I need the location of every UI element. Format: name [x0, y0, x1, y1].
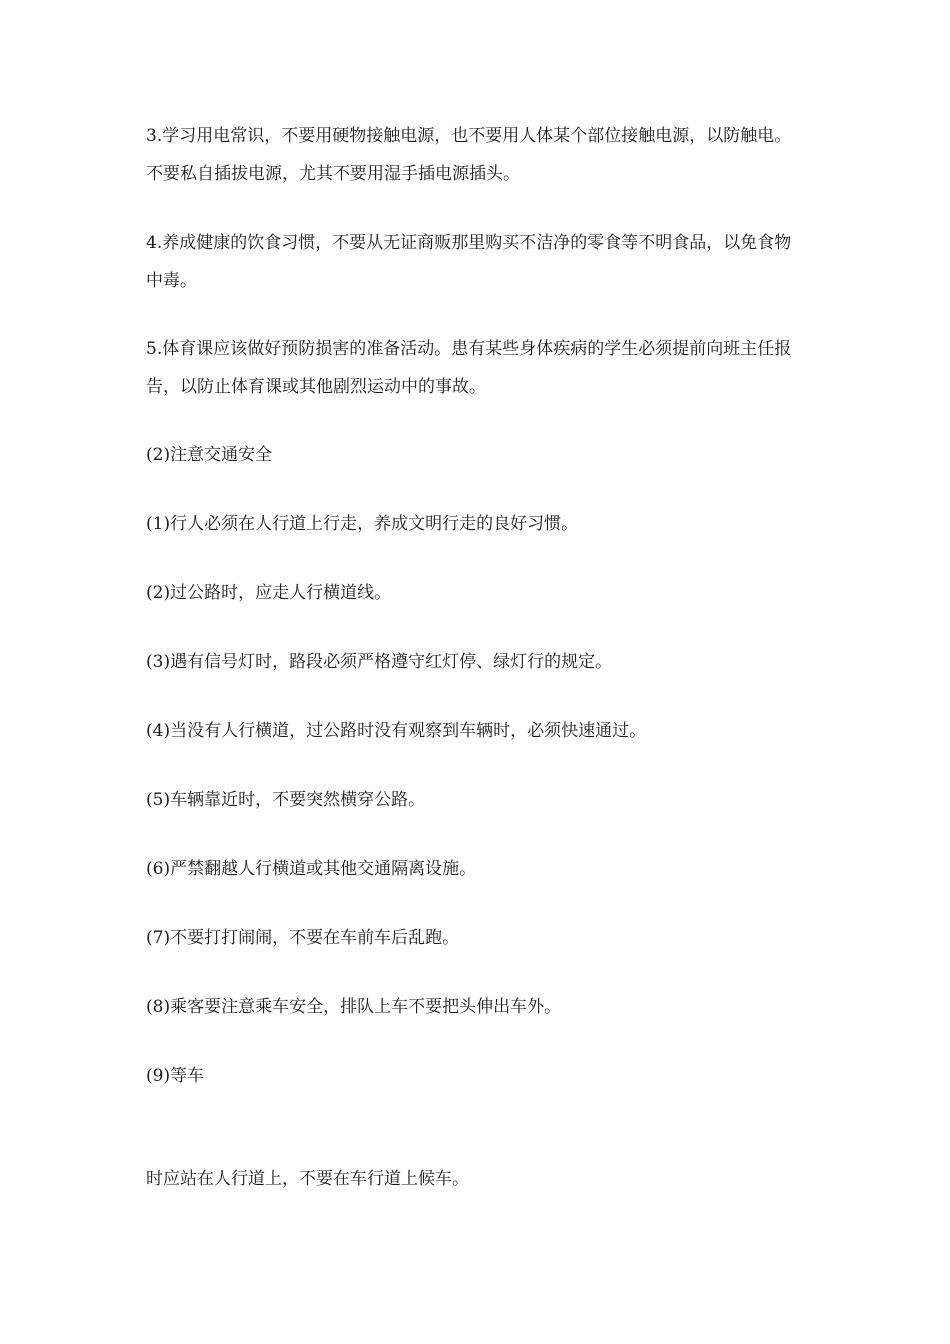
- list-item-traffic-3: (3)遇有信号灯时，路段必须严格遵守红灯停、绿灯行的规定。: [146, 652, 613, 672]
- paragraph-continuation: 时应站在人行道上，不要在车行道上候车。: [146, 1169, 469, 1189]
- list-item-traffic-7: (7)不要打打闹闹，不要在车前车后乱跑。: [146, 928, 460, 948]
- list-item-traffic-9: (9)等车: [146, 1066, 205, 1086]
- paragraph-electricity-safety: 3.学习用电常识，不要用硬物接触电源，也不要用人体某个部位接触电源，以防触电。不要私自插拔电源，尤其不要用湿手插电源插头。: [146, 126, 792, 184]
- list-item-traffic-6: (6)严禁翻越人行横道或其他交通隔离设施。: [146, 859, 477, 879]
- list-item-traffic-4: (4)当没有人行横道，过公路时没有观察到车辆时，必须快速通过。: [146, 721, 647, 741]
- list-item-traffic-5: (5)车辆靠近时，不要突然横穿公路。: [146, 790, 426, 810]
- paragraph-food-safety: 4.养成健康的饮食习惯，不要从无证商贩那里购买不洁净的零食等不明食品，以免食物中毒。: [146, 233, 792, 291]
- section-heading-traffic-safety: (2)注意交通安全: [146, 445, 273, 465]
- paragraph-sports-safety: 5.体育课应该做好预防损害的准备活动。患有某些身体疾病的学生必须提前向班主任报告，以防止体育课或其他剧烈运动中的事故。: [146, 339, 792, 397]
- list-item-traffic-1: (1)行人必须在人行道上行走，养成文明行走的良好习惯。: [146, 514, 579, 534]
- list-item-traffic-2: (2)过公路时，应走人行横道线。: [146, 583, 392, 603]
- list-item-traffic-8: (8)乘客要注意乘车安全，排队上车不要把头伸出车外。: [146, 997, 562, 1017]
